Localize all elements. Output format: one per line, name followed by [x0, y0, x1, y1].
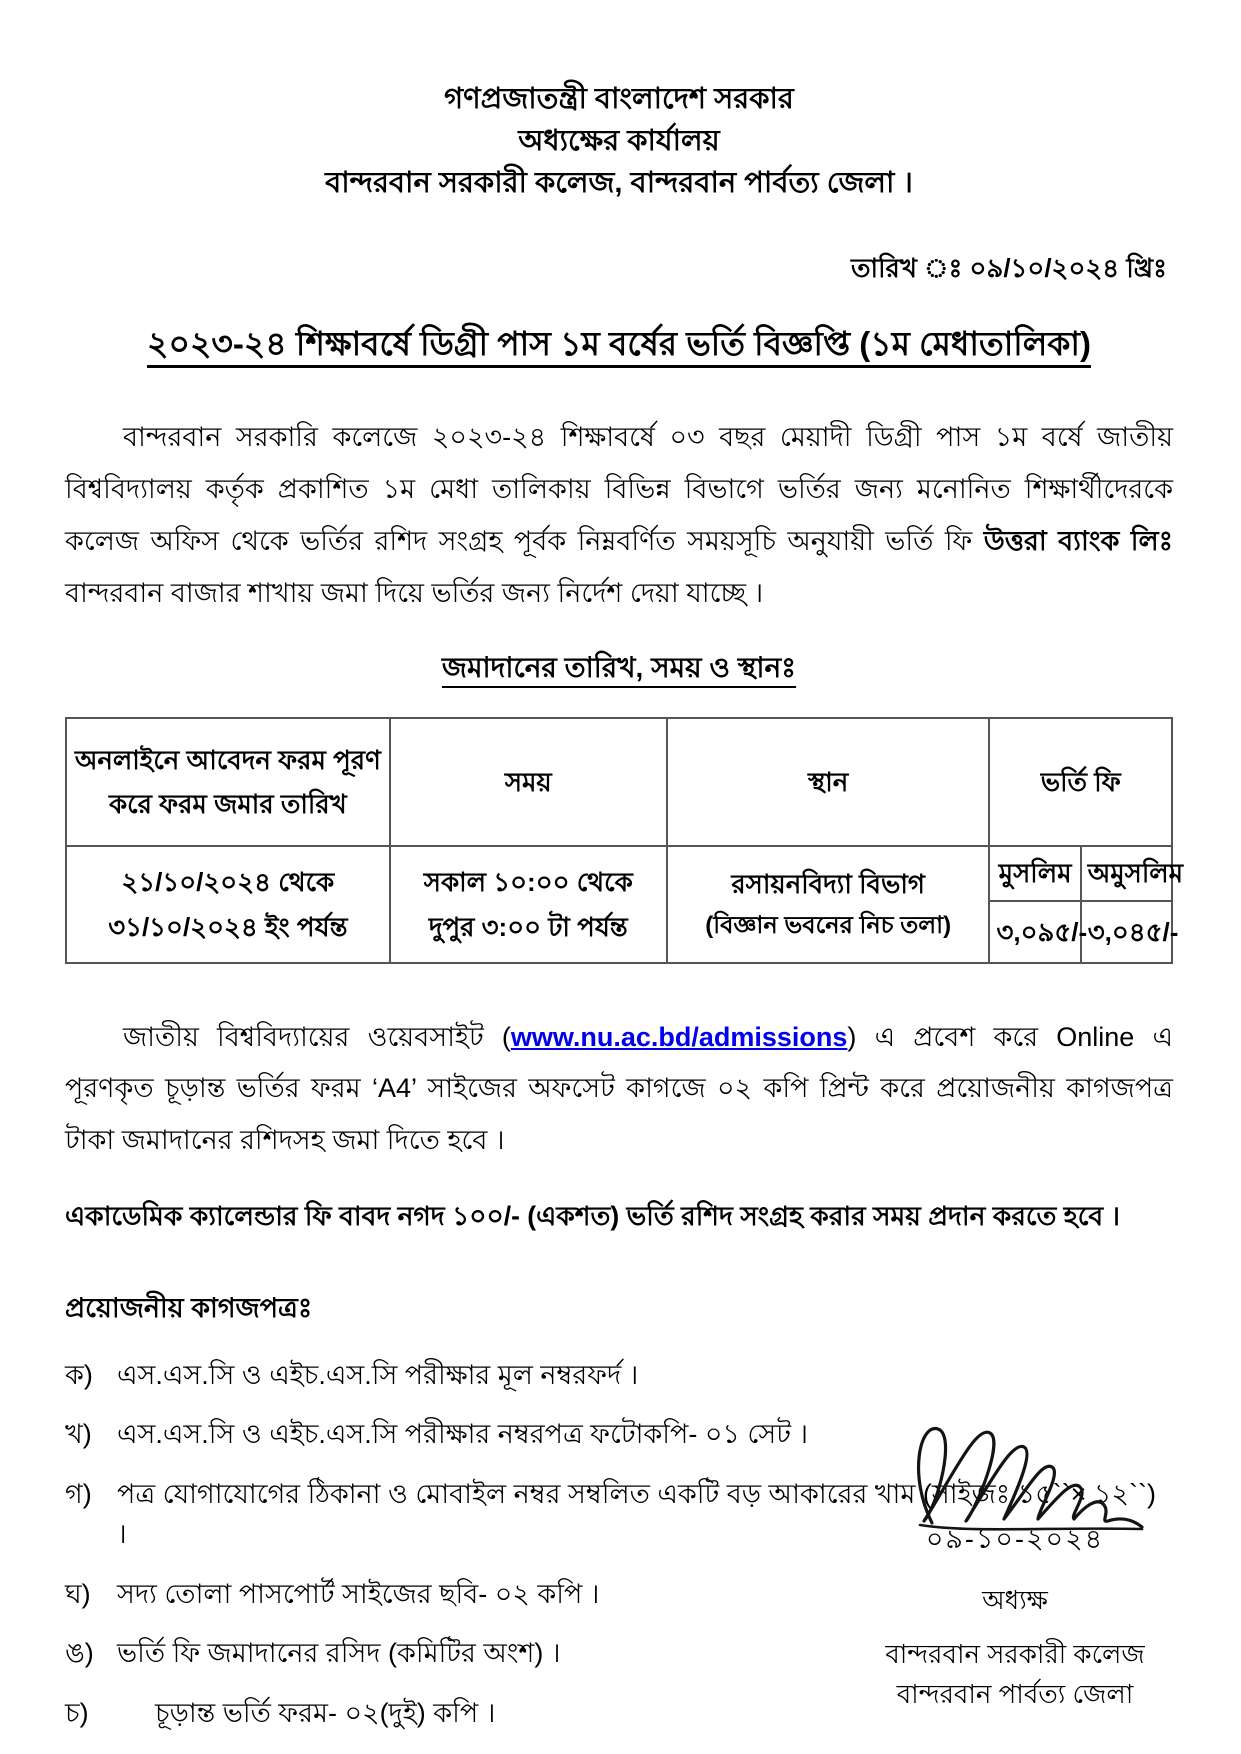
place-building: (বিজ্ঞান ভবনের নিচ তলা) [705, 912, 952, 940]
signatory-designation: অধ্যক্ষ [982, 1585, 1048, 1615]
header-cell-time: সময় [390, 718, 667, 846]
intro-paragraph [65, 412, 1173, 619]
list-item [65, 1355, 1173, 1396]
cell-place [667, 846, 990, 962]
table-body-row [66, 846, 1172, 900]
notice-title: ২০২৩-২৪ শিক্ষাবর্ষে ডিগ্রী পাস ১ম বর্ষের ভর্তি বিজ্ঞপ্তি (১ম মেধাতালিকা) [147, 325, 1091, 363]
header-cell-submission-date: অনলাইনে আবেদন ফরম পূরণ করে ফরম জমার তারিখ [66, 718, 390, 846]
signatory-district: বান্দরবান পার্বত্য জেলা [896, 1679, 1134, 1710]
signature-block [845, 1405, 1185, 1715]
list-item-marker: ঘ) [65, 1578, 91, 1609]
table-header-row [66, 718, 1172, 846]
list-item-marker: গ) [65, 1478, 92, 1509]
header-government-name: গণপ্রজাতন্ত্রী বাংলাদেশ সরকার [444, 83, 794, 115]
list-item-marker: চ) [65, 1697, 89, 1728]
header-office-name: অধ্যক্ষের কার্যালয় [518, 125, 720, 158]
list-item-text: এস.এস.সি ও এইচ.এস.সি পরীক্ষার মূল নম্বরফর্দ । [117, 1359, 639, 1390]
time-to: দুপুর ৩:০০ টা পর্যন্ত [428, 911, 628, 942]
header-cell-place: স্থান [667, 718, 990, 846]
schedule-table-caption: জমাদানের তারিখ, সময় ও স্থানঃ [441, 652, 797, 684]
list-item-text: সদ্য তোলা পাসপোর্ট সাইজের ছবি- ০২ কপি । [117, 1578, 600, 1609]
header-college-name: বান্দরবান সরকারী কলেজ, বান্দরবান পার্বত্য জেলা । [325, 167, 913, 200]
fee-value-muslim: ৩,০৯৫/- [989, 901, 1080, 963]
government-header [65, 78, 1173, 204]
signatory-organization [845, 1634, 1185, 1715]
list-item-text: এস.এস.সি ও এইচ.এস.সি পরীক্ষার নম্বরপত্র ফটোকপি- ০১ সেট । [117, 1419, 809, 1450]
intro-text-after: বান্দরবান বাজার শাখায় জমা দিয়ে ভর্তির জন্য নির্দেশ দেয়া যাচ্ছে । [65, 577, 764, 608]
place-department: রসায়নবিদ্যা বিভাগ [731, 869, 925, 900]
website-paragraph [65, 1012, 1173, 1167]
admission-schedule-table [65, 717, 1184, 963]
required-documents-heading: প্রয়োজনীয় কাগজপত্রঃ [65, 1292, 313, 1323]
website-text-after: ) এ প্রবেশ করে Online এ পূরণকৃত চূড়ান্ত ভর্তির ফরম ‘A4’ সাইজের অফসেট কাগজে ০২ কপি প্রিন্ট করে প্রয়োজনীয় কাগজপত্র টাকা জমাদানের রশিদসহ জমা দিতে হবে । [65, 1021, 1173, 1156]
academic-calendar-fee-note: একাডেমিক ক্যালেন্ডার ফি বাবদ নগদ ১০০/- (একশত) ভর্তি রশিদ সংগ্রহ করার সময় প্রদান করতে হবে । [65, 1201, 1120, 1232]
intro-text-before: বান্দরবান সরকারি কলেজে ২০২৩-২৪ শিক্ষাবর্ষে ০৩ বছর মেয়াদী ডিগ্রী পাস ১ম বর্ষে জাতীয় বিশ্ববিদ্যালয় কর্তৃক প্রকাশিত ১ম মেধা তালিকায় বিভিন্ন বিভাগে ভর্তির জন্য মনোনিত শিক্ষার্থীদেরকে কলেজ অফিস থেকে ভর্তির রশিদ সংগ্রহ পূর্বক নিম্নবর্ণিত সময়সূচি অনুযায়ী ভর্তি ফি [65, 422, 1173, 556]
date-to: ৩১/১০/২০২৪ ইং পর্যন্ত [108, 911, 348, 942]
fee-label-muslim: মুসলিম [989, 846, 1080, 900]
header-cell-admission-fee: ভর্তি ফি [989, 718, 1172, 846]
fee-value-nonmuslim: ৩,০৪৫/- [1081, 901, 1172, 963]
time-from: সকাল ১০:০০ থেকে [423, 867, 633, 898]
cell-submission-dates [66, 846, 390, 962]
list-item-text: পত্র যোগাযোগের ঠিকানা ও মোবাইল নম্বর সম্বলিত একটি বড় আকারের খাম (সাইজঃ ১৫``× ১২``) । [117, 1478, 1156, 1550]
bank-name: উত্তরা ব্যাংক লিঃ [983, 525, 1173, 556]
signatory-college: বান্দরবান সরকারী কলেজ [885, 1639, 1145, 1669]
list-item-marker: ঙ) [65, 1638, 94, 1669]
list-item-marker: ক) [65, 1359, 93, 1390]
signature-date: ০৯-১০-২০২৪ [925, 1524, 1105, 1554]
cell-time-range [390, 846, 667, 962]
list-item-text: চূড়ান্ত ভর্তি ফরম- ০২(দুই) কপি । [155, 1697, 496, 1728]
website-text-before: জাতীয় বিশ্ববিদ্যায়ের ওয়েবসাইট ( [123, 1021, 511, 1052]
fee-label-nonmuslim: অমুসলিম [1081, 846, 1172, 900]
list-item-marker: খ) [65, 1419, 92, 1450]
list-item-text: ভর্তি ফি জমাদানের রসিদ (কমিটির অংশ) । [117, 1638, 561, 1669]
admissions-website-link[interactable]: www.nu.ac.bd/admissions [510, 1021, 848, 1052]
date-from: ২১/১০/২০২৪ থেকে [121, 867, 335, 898]
issue-date: তারিখ ঃ ০৯/১০/২০২৪ খ্রিঃ [851, 253, 1167, 284]
